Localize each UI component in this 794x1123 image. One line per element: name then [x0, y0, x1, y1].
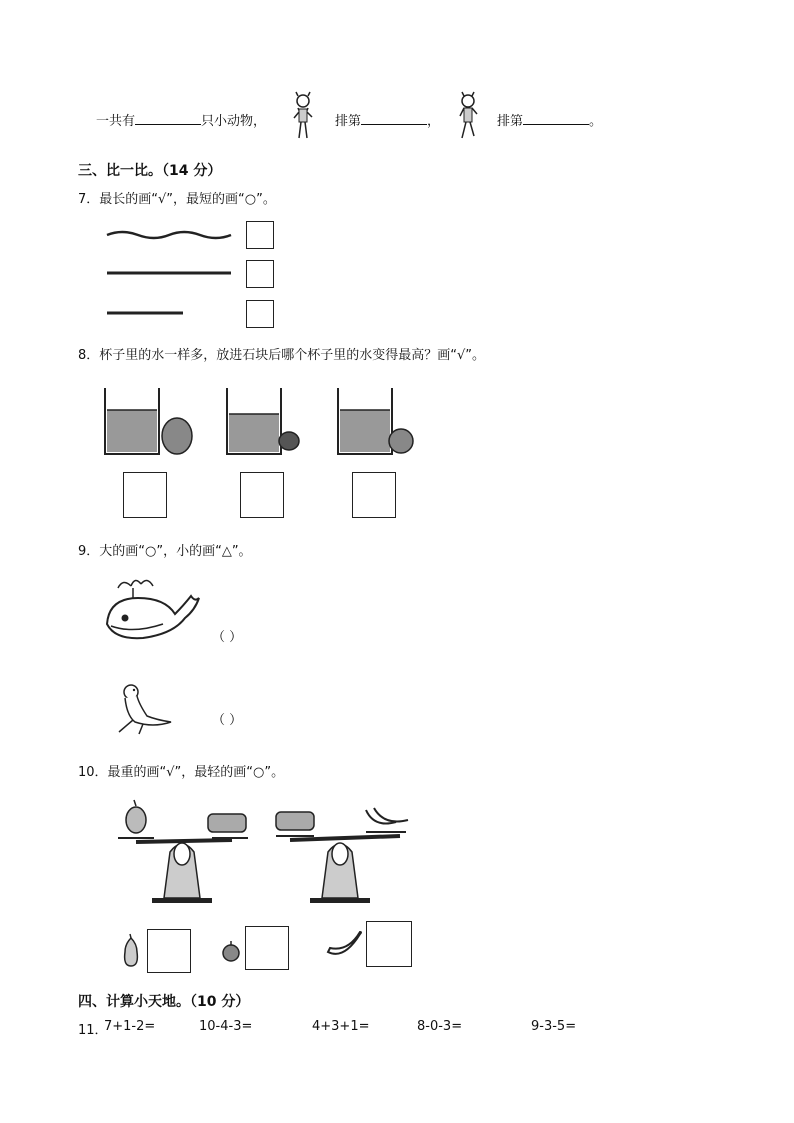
q6-text-5: 排第 [497, 114, 524, 129]
seal-icon [113, 682, 173, 736]
q6-line-3 [497, 110, 602, 129]
answer-paren-whale[interactable]: （ ） [212, 630, 243, 645]
answer-box-q8-2[interactable] [240, 472, 284, 518]
whale-icon [103, 576, 203, 646]
pear-icon [121, 934, 141, 968]
answer-blank-rank-2[interactable] [523, 110, 589, 125]
answer-blank-count[interactable] [135, 110, 201, 125]
answer-box-q8-3[interactable] [352, 472, 396, 518]
q10-text: 10．最重的画“√”，最轻的画“○”。 [78, 765, 285, 780]
animal-icon-2 [455, 92, 481, 140]
balance-scale-left [112, 800, 272, 904]
answer-box-q7-2[interactable] [246, 260, 274, 288]
balance-scale-right [270, 800, 430, 904]
q6-line-2 [335, 110, 440, 129]
answer-box-q8-1[interactable] [123, 472, 167, 518]
calc-item-3: 4+3+1= [312, 1019, 370, 1034]
q6-text-1: 一共有 [96, 114, 136, 129]
q7-text: 7．最长的画“√”，最短的画“○”。 [78, 192, 276, 207]
answer-box-q7-3[interactable] [246, 300, 274, 328]
q6-text-6: 。 [589, 114, 603, 129]
calc-item-4: 8-0-3= [417, 1019, 463, 1034]
section-3-heading: 三、比一比。（14 分） [78, 163, 222, 179]
straight-line-long [107, 270, 232, 276]
answer-blank-rank-1[interactable] [361, 110, 427, 125]
answer-box-pear[interactable] [147, 929, 191, 973]
q6-text-4: ， [427, 114, 441, 129]
q6-line [96, 110, 266, 129]
q8-text: 8．杯子里的水一样多，放进石块后哪个杯子里的水变得最高？画“√”。 [78, 348, 486, 363]
section-4-heading: 四、计算小天地。（10 分） [78, 994, 250, 1010]
strawberry-icon [220, 940, 242, 962]
cup-with-medium-stone [336, 386, 432, 458]
cup-with-large-stone [103, 386, 199, 458]
q9-text: 9．大的画“○”，小的画“△”。 [78, 544, 252, 559]
answer-box-q7-1[interactable] [246, 221, 274, 249]
calc-item-5: 9-3-5= [531, 1019, 577, 1034]
animal-icon-1 [290, 92, 316, 140]
calc-item-1: 7+1-2= [104, 1019, 156, 1034]
straight-line-short [107, 310, 185, 316]
answer-box-banana[interactable] [366, 921, 412, 967]
cup-with-small-stone [225, 386, 321, 458]
q6-text-2: 只小动物， [201, 114, 267, 129]
answer-paren-seal[interactable]: （ ） [212, 713, 243, 728]
q11-label: 11． [78, 1023, 108, 1038]
wavy-line [107, 229, 232, 241]
banana-icon [326, 930, 364, 960]
calc-item-2: 10-4-3= [199, 1019, 253, 1034]
answer-box-strawberry[interactable] [245, 926, 289, 970]
q6-text-3: 排第 [335, 114, 362, 129]
